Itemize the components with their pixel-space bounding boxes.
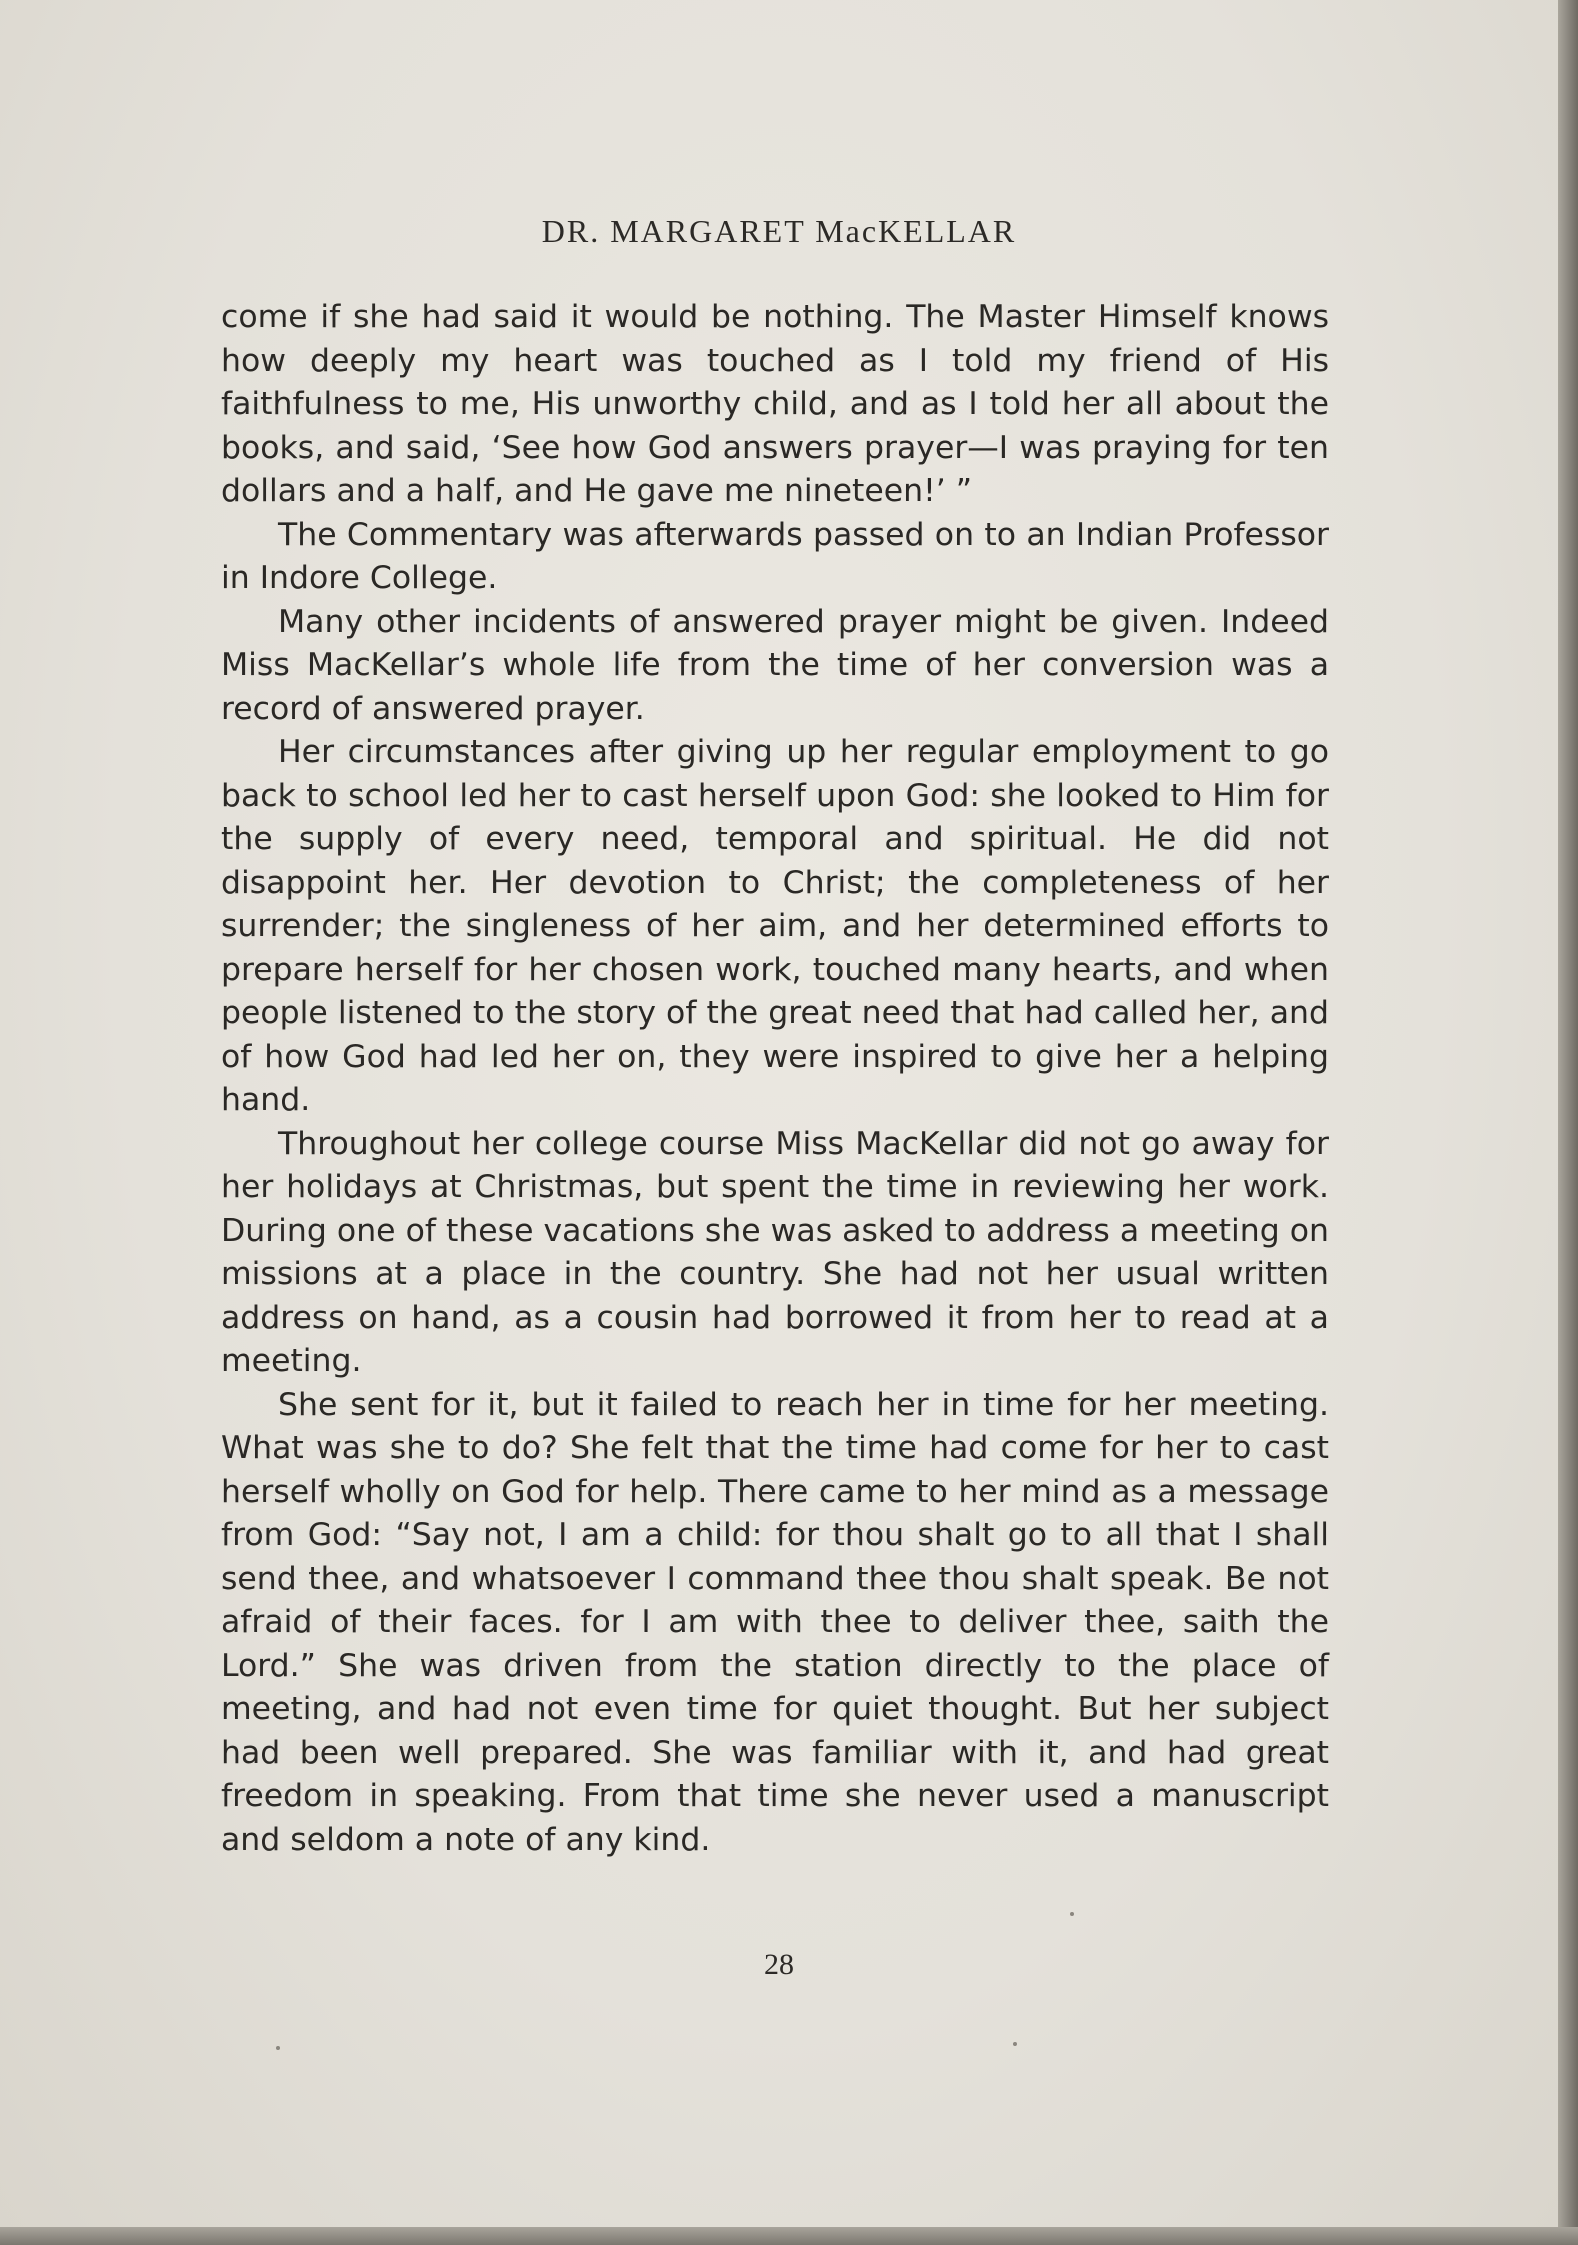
paragraph: Throughout her college course Miss MacKellar did not go away for her holidays at Christmas, but spent the time in reviewing her work. During one of these vacations she was asked to address a meeting on missions at a place in the country. She had not her usual written address on hand, as a cousin had borrowed it from her to read at a meeting. — [221, 1125, 1329, 1379]
paragraph: She sent for it, but it failed to reach her in time for her meeting. What was she to do? She felt that the time had come for her to cast herself wholly on God for help. There came to her mind as a message from God: “Say not, I am a child: for thou shalt go to all that I shall send thee, and whatsoever I command thee thou shalt speak. Be not afraid of their faces. for I am with thee to deliver thee, saith the Lord.” She was driven from the station directly to the place of meeting, and had not even time for quiet thought. But her subject had been well prepared. She was familiar with it, and had great freedom in speaking. From that time she never used a manuscript and seldom a note of any kind. — [221, 1386, 1329, 1858]
paper-speck — [1070, 1912, 1074, 1916]
running-head: DR. MARGARET MacKELLAR — [541, 213, 1017, 249]
paragraph-continued: come if she had said it would be nothing. The Master Himself knows how deeply my heart was touched as I told my friend of His faithfulness to me, His unworthy child, and as I told her all about the books, and said, ‘See how God answers prayer—I was praying for ten dollars and a half, and He gave me nineteen!’ ” — [221, 299, 1329, 509]
page-number: 28 — [764, 1948, 794, 1981]
body-text — [221, 296, 1329, 1862]
paper-speck — [1013, 2042, 1017, 2046]
paragraph: Her circumstances after giving up her regular employment to go back to school led her to cast herself upon God: she looked to Him for the supply of every need, temporal and spiritual. He did not disappoint her. Her devotion to Christ; the completeness of her surrender; the singleness of her aim, and her determined efforts to prepare herself for her chosen work, touched many hearts, and when people listened to the story of the great need that had called her, and of how God had led her on, they were inspired to give her a helping hand. — [221, 734, 1329, 1118]
paragraph: Many other incidents of answered prayer might be given. Indeed Miss MacKellar’s whole life from the time of her conversion was a record of answered prayer. — [221, 603, 1329, 727]
paragraph: The Commentary was afterwards passed on to an Indian Professor in Indore College. — [221, 516, 1329, 596]
page-edge-shadow — [1558, 0, 1578, 2245]
bottom-edge-shadow — [0, 2227, 1578, 2245]
paper-speck — [276, 2046, 280, 2050]
